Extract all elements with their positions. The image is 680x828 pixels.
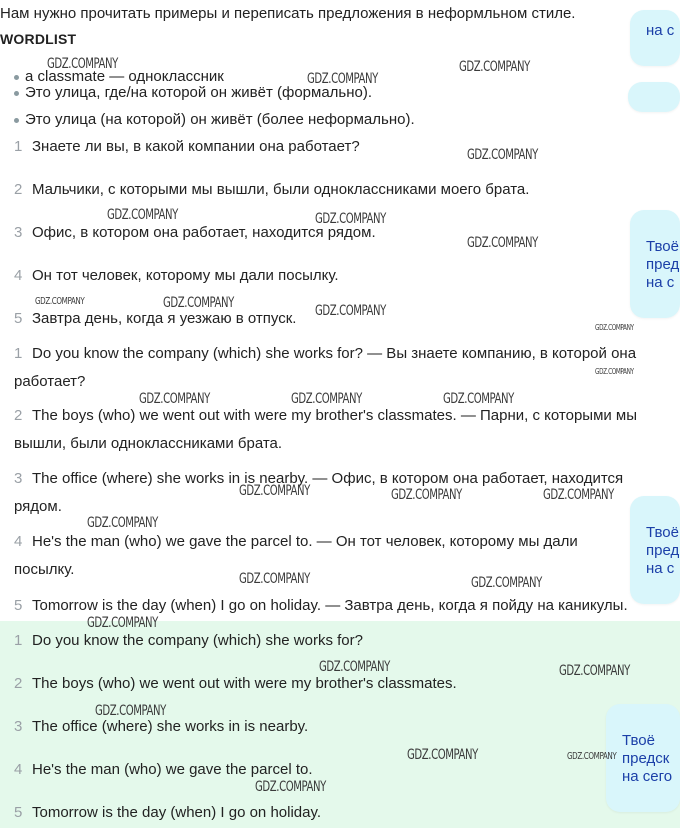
sentence-ru [14,310,296,327]
sentence-en [14,675,457,692]
sentence-text: The boys (who) we went out with were my brother's classmates. — Парни, с которыми мы вышли, были одноклассниками брата. [14,407,638,452]
item-number: 5 [14,804,23,821]
watermark: GDZ.COMPANY [139,391,210,407]
sentence-ru [14,138,360,155]
watermark: GDZ.COMPANY [307,71,378,87]
popup-text: на с [646,274,675,291]
watermark: GDZ.COMPANY [239,483,310,499]
sentence-text: Do you know the company (which) she works for? [32,632,363,649]
sentence-text: Офис, в котором она работает, находится рядом. [32,224,376,241]
sentence-text: Tomorrow is the day (when) I go on holiday. — Завтра день, когда я пойду на каникулы. [32,597,628,614]
watermark: GDZ.COMPANY [595,367,634,376]
popup-text: пред [646,256,680,273]
sentence-translation [14,340,662,396]
bullet-text: Это улица (на которой) он живёт (более неформально). [25,111,415,128]
watermark: GDZ.COMPANY [255,779,326,795]
sentence-translation [14,402,672,458]
sentence-text: He's the man (who) we gave the parcel to. [32,761,313,778]
promo-popup[interactable] [630,10,680,66]
watermark: GDZ.COMPANY [315,303,386,319]
watermark: GDZ.COMPANY [467,147,538,163]
bullet-icon [14,75,19,80]
sentence-text: Завтра день, когда я уезжаю в отпуск. [32,310,297,327]
watermark: GDZ.COMPANY [391,487,462,503]
watermark: GDZ.COMPANY [467,235,538,251]
watermark: GDZ.COMPANY [543,487,614,503]
sentence-en [14,632,363,649]
item-number: 1 [14,138,23,155]
item-number: 2 [14,675,23,692]
item-number: 4 [14,533,23,550]
item-number: 5 [14,310,23,327]
popup-text: Твоё [646,238,679,255]
watermark: GDZ.COMPANY [567,751,617,762]
item-number: 4 [14,267,23,284]
sentence-text: Мальчики, с которыми мы вышли, были одноклассниками моего брата. [32,181,530,198]
sentence-text: He's the man (who) we gave the parcel to. — Он тот человек, которому мы дали посылку. [14,533,578,578]
watermark: GDZ.COMPANY [595,323,634,332]
sentence-ru [14,267,339,284]
watermark: GDZ.COMPANY [443,391,514,407]
bullet-text: Это улица, где/на которой он живёт (формально). [25,84,373,101]
sentence-text: Tomorrow is the day (when) I go on holiday. [32,804,322,821]
sentence-translation [14,597,628,614]
watermark: GDZ.COMPANY [315,211,386,227]
watermark: GDZ.COMPANY [559,663,630,679]
item-number: 2 [14,181,23,198]
watermark: GDZ.COMPANY [239,571,310,587]
promo-popup[interactable] [630,496,680,604]
wordlist-bullet [14,111,415,128]
sentence-en [14,804,321,821]
bullet-icon [14,118,19,123]
sentence-en [14,761,313,778]
item-number: 4 [14,761,23,778]
popup-text: Твоё [622,732,655,749]
sentence-en [14,718,308,735]
watermark: GDZ.COMPANY [87,615,158,631]
promo-popup[interactable] [628,82,680,112]
item-number: 2 [14,407,23,424]
wordlist-title: WORDLIST [0,31,77,47]
sentence-text: Он тот человек, которому мы дали посылку. [32,267,339,284]
item-number: 3 [14,718,23,735]
item-number: 3 [14,224,23,241]
popup-text: Твоё [646,524,679,541]
popup-text: на с [646,22,675,39]
watermark: GDZ.COMPANY [471,575,542,591]
watermark: GDZ.COMPANY [291,391,362,407]
popup-text: пред [646,542,680,559]
sentence-text: Do you know the company (which) she works for? — Вы знаете компанию, в которой она работает? [14,345,637,390]
item-number: 5 [14,597,23,614]
watermark: GDZ.COMPANY [163,295,234,311]
item-number: 1 [14,632,23,649]
promo-popup[interactable] [630,210,680,318]
popup-text: предск [622,750,670,767]
sentence-text: The office (where) she works in is nearby. [32,718,309,735]
watermark: GDZ.COMPANY [35,296,85,307]
bullet-text: a classmate — одноклассник [25,68,224,85]
sentence-text: Знаете ли вы, в какой компании она работает? [32,138,360,155]
wordlist-bullet [14,68,224,85]
promo-popup[interactable] [606,704,680,812]
watermark: GDZ.COMPANY [319,659,390,675]
sentence-text: The boys (who) we went out with were my brother's classmates. [32,675,457,692]
popup-text: на с [646,560,675,577]
popup-text: на сего [622,768,673,785]
bullet-icon [14,91,19,96]
watermark: GDZ.COMPANY [459,59,530,75]
watermark: GDZ.COMPANY [87,515,158,531]
item-number: 3 [14,470,23,487]
watermark: GDZ.COMPANY [107,207,178,223]
intro-text: Нам нужно прочитать примеры и переписать предложения в неформльном стиле. [0,5,576,22]
watermark: GDZ.COMPANY [95,703,166,719]
watermark: GDZ.COMPANY [47,56,118,72]
watermark: GDZ.COMPANY [407,747,478,763]
sentence-ru [14,181,529,198]
sentence-text: The office (where) she works in is nearby. — Офис, в котором она работает, находится рядом. [14,470,624,515]
item-number: 1 [14,345,23,362]
